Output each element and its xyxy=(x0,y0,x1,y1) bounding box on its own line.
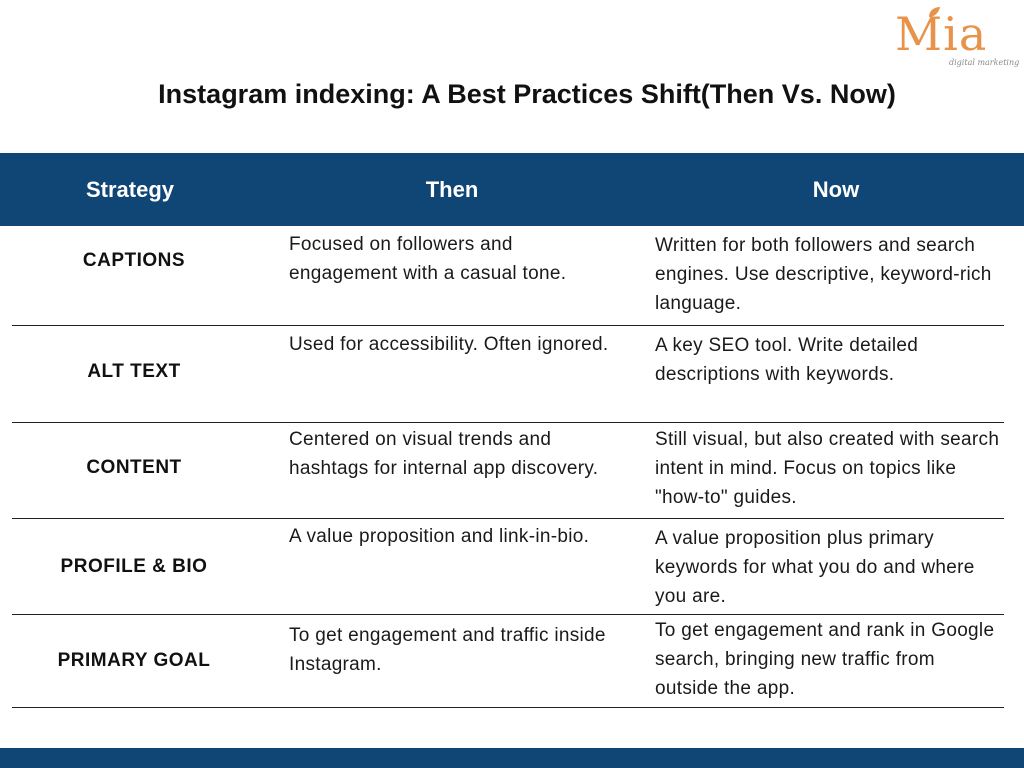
strategy-cell: ALT TEXT xyxy=(87,361,181,382)
table-row xyxy=(12,226,1004,326)
column-header-now: Now xyxy=(812,177,860,202)
now-cell: A value proposition plus primary keywords for what you do and where you are. xyxy=(655,528,975,607)
now-cell: Written for both followers and search engines. Use descriptive, keyword-rich language. xyxy=(655,235,992,314)
then-cell: Used for accessibility. Often ignored. xyxy=(289,334,609,355)
then-cell: A value proposition and link-in-bio. xyxy=(289,526,590,547)
now-cell: To get engagement and rank in Google search, bringing new traffic from outside the app. xyxy=(655,620,995,699)
column-header-then: Then xyxy=(425,177,479,202)
strategy-cell: CONTENT xyxy=(86,457,182,478)
footer-bar xyxy=(0,748,1024,768)
now-cell: Still visual, but also created with search intent in mind. Focus on topics like "how-to" guides. xyxy=(655,429,1000,508)
page-title: Instagram indexing: A Best Practices Shift(Then Vs. Now) xyxy=(158,79,896,109)
then-cell: Focused on followers and engagement with a casual tone. xyxy=(289,234,567,284)
table-header xyxy=(0,153,1024,226)
table-row xyxy=(12,423,1004,519)
brand-name: Mia xyxy=(895,7,988,61)
then-cell: Centered on visual trends and hashtags for internal app discovery. xyxy=(289,429,599,479)
column-header-strategy: Strategy xyxy=(85,177,175,202)
brand-tagline: digital marketing xyxy=(949,58,1020,67)
table-row xyxy=(12,519,1004,615)
strategy-cell: CAPTIONS xyxy=(82,250,186,271)
table-row xyxy=(12,326,1004,423)
now-cell: A key SEO tool. Write detailed descriptions with keywords. xyxy=(655,335,919,385)
strategy-cell: PRIMARY GOAL xyxy=(57,650,211,671)
then-cell: To get engagement and traffic inside Instagram. xyxy=(289,625,606,675)
brand-logo xyxy=(893,6,1019,70)
strategy-cell: PROFILE & BIO xyxy=(60,556,208,577)
table-row xyxy=(12,615,1004,708)
